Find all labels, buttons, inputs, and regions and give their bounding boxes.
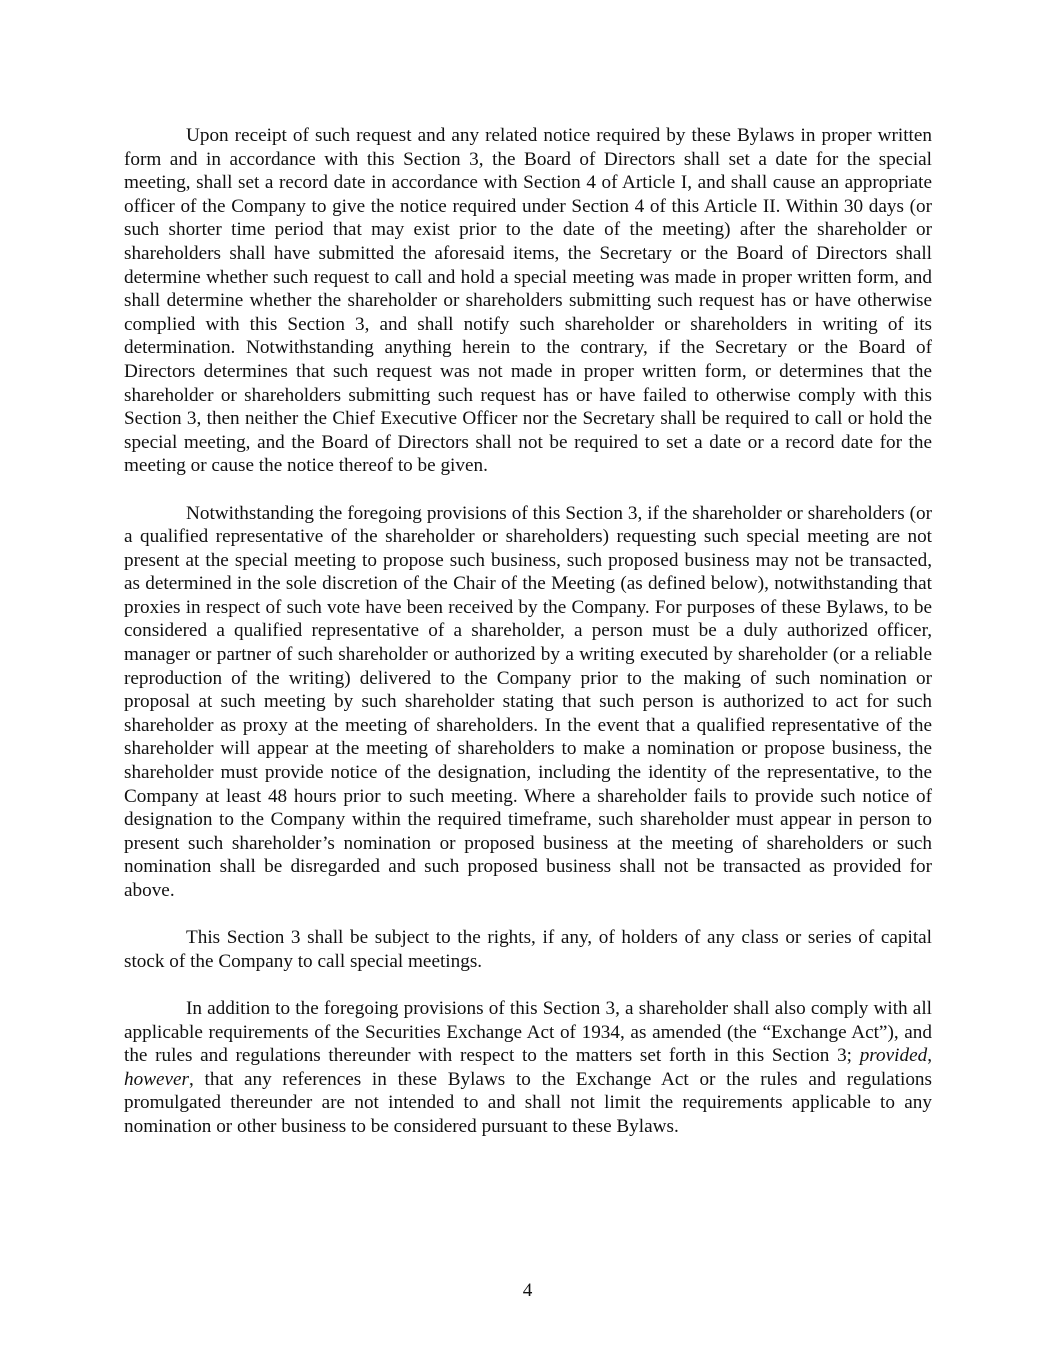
however-italic: however	[124, 1068, 190, 1090]
page-number: 4	[522, 1280, 533, 1301]
paragraph-exchange-act	[124, 997, 932, 1139]
exchange-act-text-after: , that any references in these Bylaws to the Exchange Act or the rules and regulations promulgated thereunder are not intended to and shall not limit the requirements applicable to any nomination or other business to be considered pursuant to these Bylaws.	[124, 1068, 932, 1137]
paragraph-capital-stock-rights: This Section 3 shall be subject to the rights, if any, of holders of any class or series of capital stock of the Company to call special meetings.	[124, 927, 932, 972]
paragraph-special-meeting-request: Upon receipt of such request and any related notice required by these Bylaws in proper written form and in accordance with this Section 3, the Board of Directors shall set a date for the special meeting, shall set a record date in accordance with Section 4 of Article I, and shall cause an appropriate officer of the Company to give the notice required under Section 4 of this Article II. Within 30 days (or such shorter time period that may exist prior to the date of the meeting) after the shareholder or shareholders shall have submitted the aforesaid items, the Secretary or the Board of Directors shall determine whether such request to call and hold a special meeting was made in proper written form, and shall determine whether the shareholder or shareholders submitting such request has or have otherwise complied with this Section 3, and shall notify such shareholder or shareholders in writing of its determination. Notwithstanding anything herein to the contrary, if the Secretary or the Board of Directors determines that such request was not made in proper written form, or determines that the shareholder or shareholders submitting such request has or have failed to otherwise comply with this Section 3, then neither the Chief Executive Officer nor the Secretary shall be required to call or hold the special meeting, and the Board of Directors shall not be required to set a date or a record date for the meeting or cause the notice thereof to be given.	[124, 125, 932, 477]
exchange-act-text-mid: ,	[927, 1045, 932, 1067]
paragraph-qualified-representative: Notwithstanding the foregoing provisions of this Section 3, if the shareholder or shareholders (or a qualified representative of the shareholder or shareholders) requesting such special meeting are not present at the special meeting to propose such business, such proposed business may not be transacted, as determined in the sole discretion of the Chair of the Meeting (as defined below), notwithstanding that proxies in respect of such vote have been received by the Company. For purposes of these Bylaws, to be considered a qualified representative of a shareholder, a person must be a duly authorized officer, manager or partner of such shareholder or authorized by a writing executed by shareholder (or a reliable reproduction of the writing) delivered to the Company prior to the making of such nomination or proposal at such meeting by such shareholder stating that such person is authorized to act for such shareholder as proxy at the meeting of shareholders. In the event that a qualified representative of the shareholder will appear at the meeting of shareholders to make a nomination or propose business, the shareholder must provide notice of the designation, including the identity of the representative, to the Company at least 48 hours prior to such meeting. Where a shareholder fails to provide such notice of designation to the Company within the required timeframe, such shareholder must appear in person to present such shareholder’s nomination or proposed business at the meeting of shareholders or such nomination shall be disregarded and such proposed business shall not be transacted as provided for above.	[124, 502, 932, 901]
document-page	[124, 124, 932, 1162]
provided-italic: provided	[859, 1045, 928, 1067]
exchange-act-text-before: In addition to the foregoing provisions of this Section 3, a shareholder shall also comply with all applicable requirements of the Securities Exchange Act of 1934, as amended (the “Exchange Act”), and the rules and regulations thereunder with respect to the matters set forth in this Section 3;	[124, 997, 932, 1067]
